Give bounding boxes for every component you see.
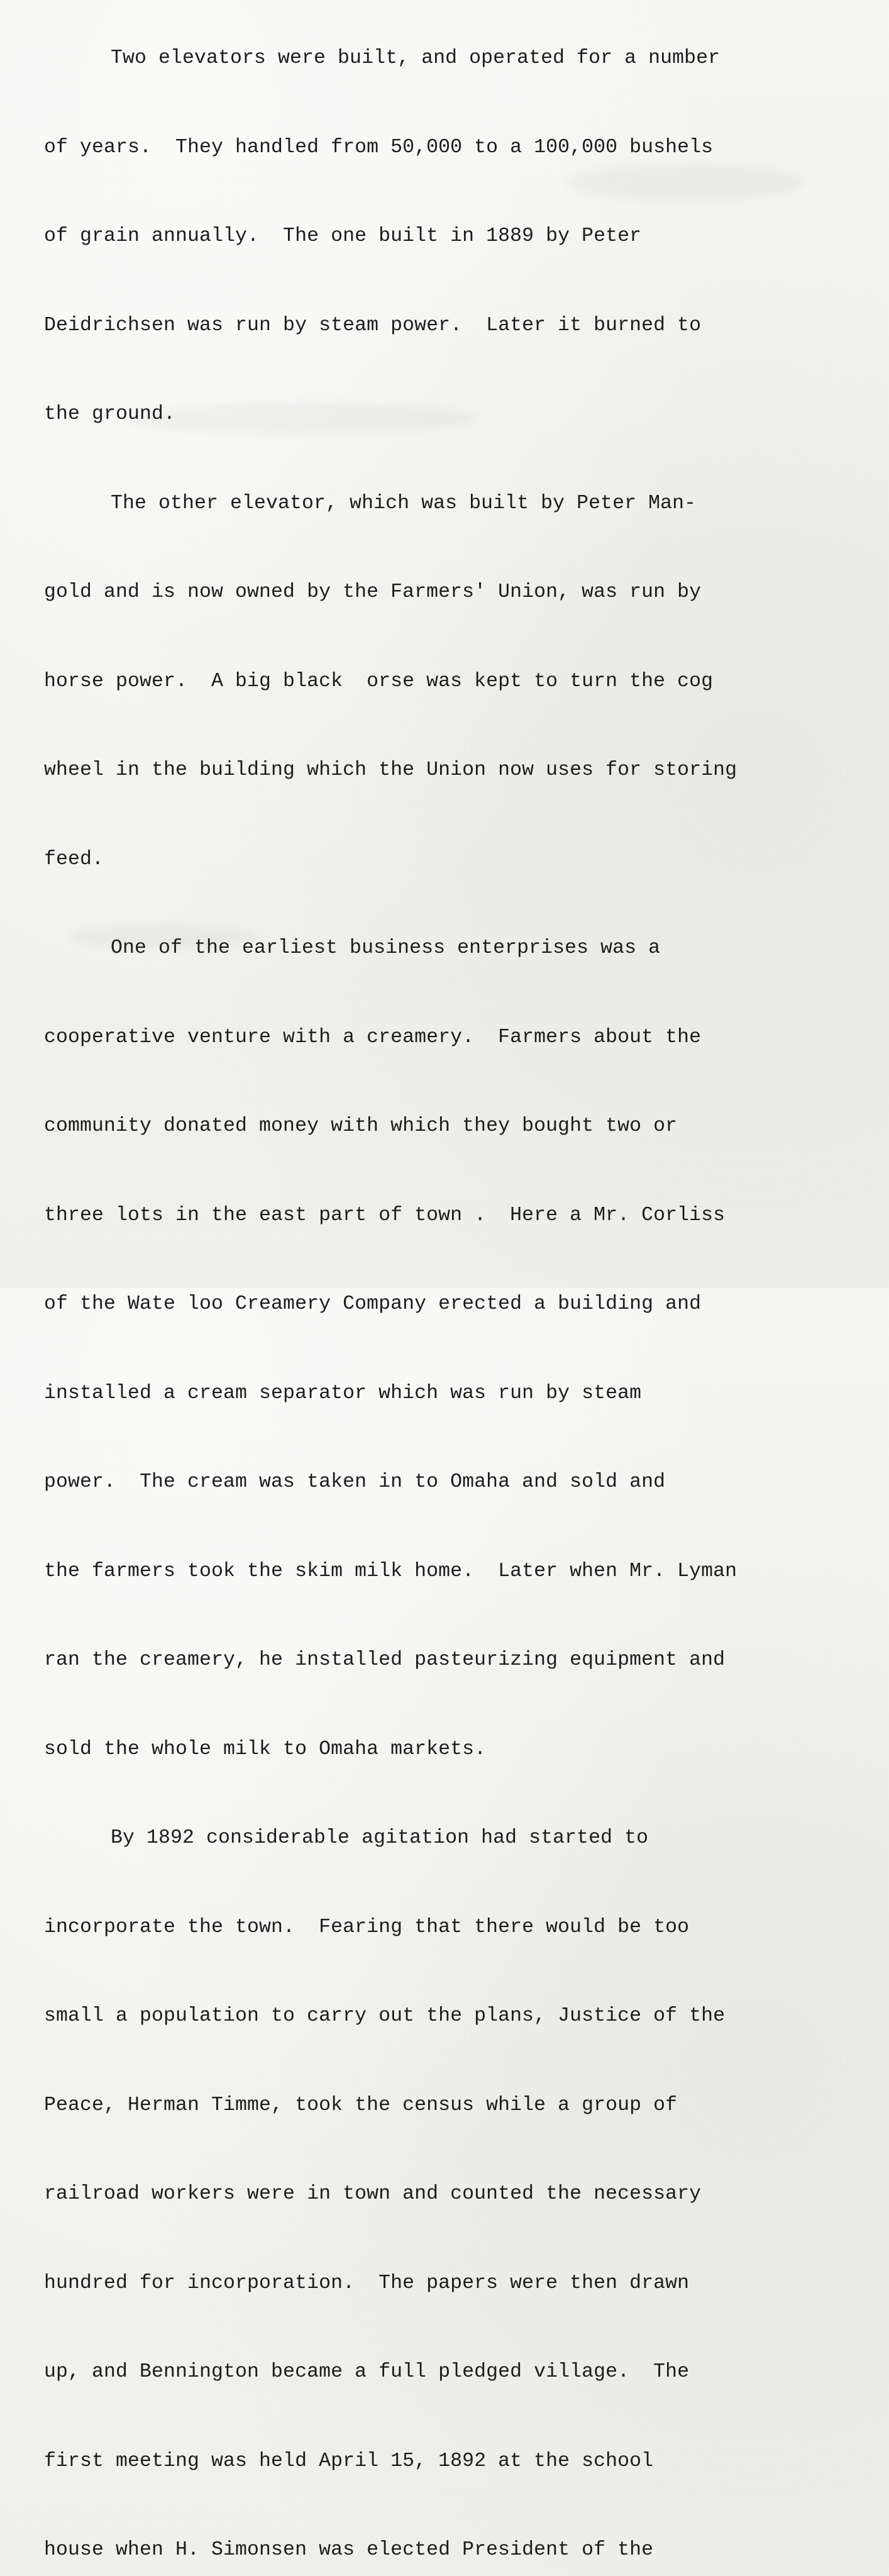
text-line: of grain annually. The one built in 1889 by Peter [44,225,642,247]
text-line: small a population to carry out the plans, Justice of the [44,2005,726,2027]
text-line: wheel in the building which the Union now uses for storing [44,759,737,781]
text-line: One of the earliest business enterprises was a [111,937,661,959]
text-line: railroad workers were in town and counted the necessary [44,2183,702,2205]
text-line: By 1892 considerable agitation had started to [111,1827,649,1849]
text-line: hundred for incorporation. The papers were then drawn [44,2272,690,2294]
text-line: three lots in the east part of town . Here a Mr. Corliss [44,1204,726,1226]
text-line: the farmers took the skim milk home. Later when Mr. Lyman [44,1560,737,1582]
text-line: the ground. [44,403,176,425]
text-line: Peace, Herman Timme, took the census while a group of [44,2094,678,2116]
text-line: of years. They handled from 50,000 to a 100,000 bushels [44,136,714,158]
text-line: ran the creamery, he installed pasteurizing equipment and [44,1649,726,1671]
text-line: community donated money with which they bought two or [44,1115,678,1137]
text-line: feed. [44,848,104,870]
text-line: horse power. A big black orse was kept to turn the cog [44,670,714,692]
text-line: Two elevators were built, and operated for a number [111,47,721,69]
text-line: cooperative venture with a creamery. Farmers about the [44,1026,702,1048]
text-line: up, and Bennington became a full pledged village. The [44,2361,690,2383]
text-line: incorporate the town. Fearing that there would be too [44,1916,690,1938]
text-line: power. The cream was taken in to Omaha and sold and [44,1471,666,1493]
text-line: house when H. Simonsen was elected President of the [44,2539,654,2561]
text-line: installed a cream separator which was run by steam [44,1382,642,1404]
text-line: gold and is now owned by the Farmers' Union, was run by [44,581,702,603]
text-line: Deidrichsen was run by steam power. Later it burned to [44,314,702,336]
text-line: first meeting was held April 15, 1892 at the school [44,2450,654,2472]
text-line: The other elevator, which was built by Peter Man- [111,492,697,514]
text-line: sold the whole milk to Omaha markets. [44,1738,487,1760]
text-line: of the Wate loo Creamery Company erected a building and [44,1293,702,1315]
typed-text-body [44,0,861,2576]
